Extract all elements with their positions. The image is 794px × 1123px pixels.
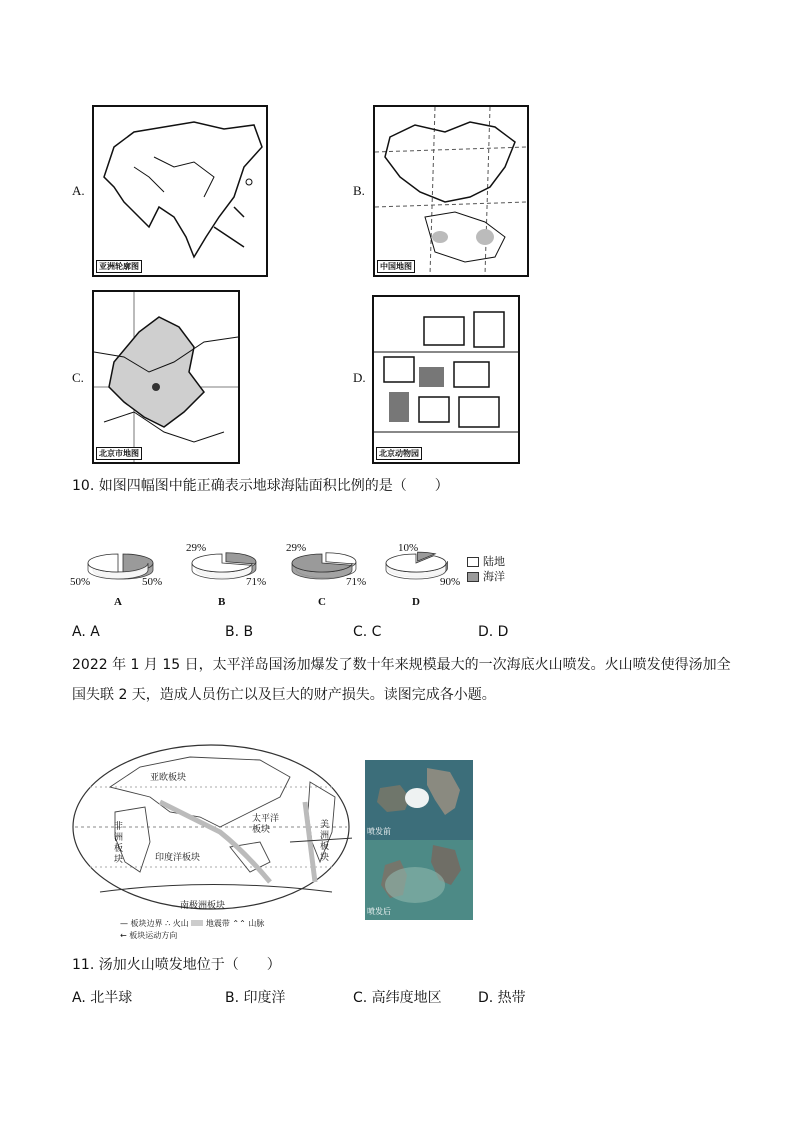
legend-land-swatch bbox=[467, 557, 479, 567]
legend-mountain-label: 山脉 bbox=[248, 919, 265, 928]
map-caption: 亚洲轮廓图 bbox=[96, 260, 142, 273]
pie-name-label: C bbox=[318, 596, 326, 608]
legend-ocean-label: 海洋 bbox=[483, 570, 505, 583]
map-legend-row-2 bbox=[120, 930, 177, 941]
plate-label-eurasian: 亚欧板块 bbox=[150, 773, 187, 783]
china-map bbox=[373, 105, 529, 277]
pie-name-label: D bbox=[412, 596, 420, 608]
q10-question: 10. 如图四幅图中能正确表示地球海陆面积比例的是（ ） bbox=[72, 478, 449, 494]
legend-motion-label: 板块运动方向 bbox=[129, 931, 178, 940]
map-caption: 北京动物园 bbox=[376, 447, 422, 460]
plate-label-american: 美洲板块 bbox=[320, 820, 330, 863]
legend-volcano-icon: ∴ bbox=[165, 919, 171, 928]
plate-label-antarctic: 南极洲板块 bbox=[180, 901, 226, 911]
q10-answer-b: B. B bbox=[225, 624, 254, 640]
legend-boundary-icon: — bbox=[120, 919, 128, 928]
pie-slice-label: 29% bbox=[186, 542, 207, 554]
world-plates-map bbox=[70, 742, 352, 912]
pie-name-label: A bbox=[114, 596, 122, 608]
pie-slice-label: 50% bbox=[70, 576, 91, 588]
q10-answer-a: A. A bbox=[72, 624, 100, 640]
q11-answer-b: B. 印度洋 bbox=[225, 990, 286, 1006]
pie-d bbox=[386, 542, 460, 608]
passage-line-2: 国失联 2 天，造成人员伤亡以及巨大的财产损失。读图完成各小题。 bbox=[72, 687, 496, 703]
land-ocean-pie-charts bbox=[60, 535, 460, 615]
option-letter: B. bbox=[353, 183, 365, 198]
legend-boundary-label: 板块边界 bbox=[130, 919, 163, 928]
pie-slice-label: 10% bbox=[398, 542, 419, 554]
legend-seismic-label: 地震带 bbox=[205, 919, 230, 928]
legend-ocean-swatch bbox=[467, 572, 479, 582]
legend-arrow-icon: ← bbox=[120, 931, 127, 940]
q11-answer-c: C. 高纬度地区 bbox=[353, 990, 442, 1006]
pie-slice-label: 50% bbox=[142, 576, 163, 588]
passage-line-1: 2022 年 1 月 15 日，太平洋岛国汤加爆发了数十年来规模最大的一次海底火山喷发。火山喷发使得汤加全 bbox=[72, 657, 731, 673]
pie-slice-label: 90% bbox=[440, 576, 460, 588]
pie-slice-ocean bbox=[226, 553, 256, 564]
photo-after-label: 喷发后 bbox=[367, 907, 391, 916]
pie-slice-label: 71% bbox=[346, 576, 367, 588]
pie-slice-label: 71% bbox=[246, 576, 267, 588]
q11-answer-d: D. 热带 bbox=[478, 990, 526, 1006]
legend-mountain-icon: ⌃⌃ bbox=[232, 919, 246, 928]
q10-answer-d: D. D bbox=[478, 624, 509, 640]
plate-label-pacific: 太平洋板块 bbox=[252, 814, 280, 835]
photo-after-eruption bbox=[365, 840, 473, 920]
map-legend-row-1 bbox=[120, 918, 264, 929]
legend-land-label: 陆地 bbox=[483, 555, 505, 568]
pie-slice-land bbox=[326, 553, 356, 564]
option-letter: C. bbox=[72, 370, 84, 385]
map-caption: 北京市地图 bbox=[96, 447, 142, 460]
world-plates-figure bbox=[70, 742, 352, 942]
photo-before-label: 喷发前 bbox=[367, 827, 391, 836]
pie-a bbox=[70, 554, 162, 608]
legend-seismic-icon bbox=[191, 920, 203, 926]
asia-outline-map bbox=[92, 105, 268, 277]
beijing-zoo-map bbox=[372, 295, 520, 464]
legend-volcano-label: 火山 bbox=[172, 919, 189, 928]
plate-label-african: 非洲板块 bbox=[114, 822, 124, 865]
q11-answer-a: A. 北半球 bbox=[72, 990, 133, 1006]
plate-label-indian: 印度洋板块 bbox=[155, 853, 201, 863]
pie-slice-land bbox=[386, 554, 446, 572]
pie-name-label: B bbox=[218, 596, 226, 608]
map-caption: 中国地图 bbox=[377, 260, 415, 273]
q10-answer-c: C. C bbox=[353, 624, 382, 640]
option-letter: D. bbox=[353, 370, 366, 385]
photo-before-eruption bbox=[365, 760, 473, 840]
pie-b bbox=[186, 542, 266, 608]
pie-slice-label: 29% bbox=[286, 542, 307, 554]
beijing-city-map bbox=[92, 290, 240, 464]
pie-c bbox=[286, 542, 366, 608]
q11-question: 11. 汤加火山喷发地位于（ ） bbox=[72, 957, 281, 973]
option-letter: A. bbox=[72, 183, 85, 198]
